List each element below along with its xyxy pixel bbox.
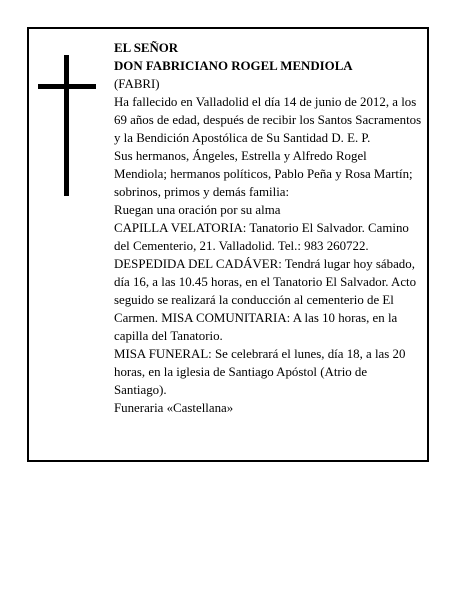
notice-title: EL SEÑOR	[114, 41, 179, 55]
cross-horizontal-bar	[38, 84, 96, 89]
funeral-home: Funeraria «Castellana»	[114, 401, 234, 415]
prayer-request: Ruegan una oración por su alma	[114, 203, 281, 217]
deceased-nickname: (FABRI)	[114, 77, 160, 91]
chapel-and-service-details: CAPILLA VELATORIA: Tanatorio El Salvador. Camino del Cementerio, 21. Valladolid. Tel.: 983 260722. DESPEDIDA DEL CADÁVER: Tendrá lugar hoy sábado, día 16, a las 10.45 horas, en el Tanatorio El Salvador. Acto seguido se realizará la conducción al cementerio de El Carmen. MISA COMUNITARIA: A las 10 horas, en la capilla del Tanatorio.	[114, 221, 417, 343]
death-announcement: Ha fallecido en Valladolid el día 14 de junio de 2012, a los 69 años de edad, después de recibir los Santos Sacramentos y la Bendición Apostólica de Su Santidad D. E. P.	[114, 95, 422, 145]
deceased-name: DON FABRICIANO ROGEL MENDIOLA	[114, 59, 353, 73]
latin-cross-icon	[38, 55, 96, 196]
family-members: Sus hermanos, Ángeles, Estrella y Alfredo Rogel Mendiola; hermanos políticos, Pablo Peña y Rosa Martín; sobrinos, primos y demás familia:	[114, 149, 413, 199]
obituary-text	[114, 39, 422, 417]
funeral-mass-details: MISA FUNERAL: Se celebrará el lunes, día 18, a las 20 horas, en la iglesia de Santiago Apóstol (Atrio de Santiago).	[114, 347, 406, 397]
cross-vertical-bar	[64, 55, 69, 196]
